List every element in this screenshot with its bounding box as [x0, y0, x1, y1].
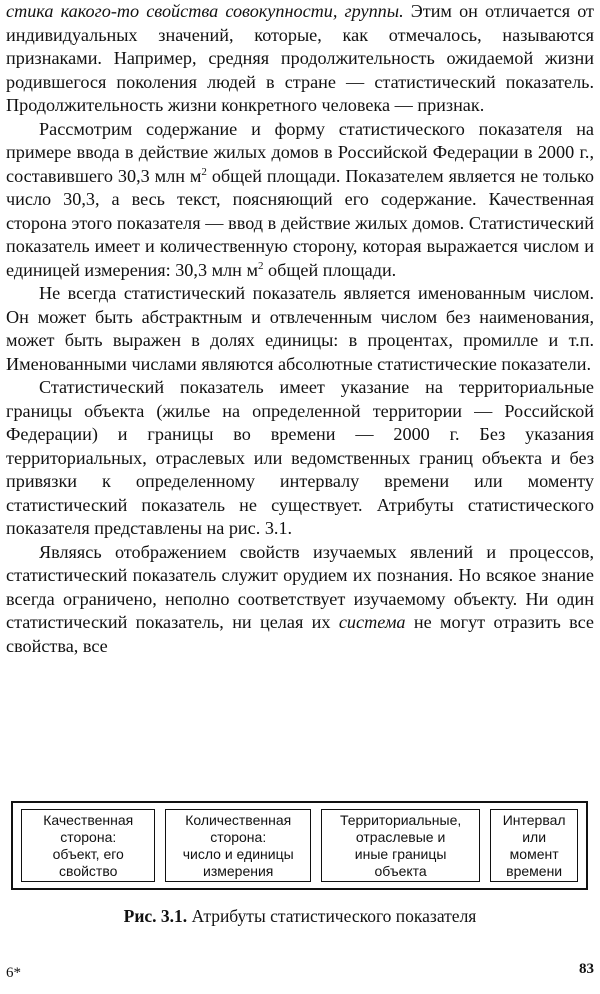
attribute-line: измерения: [203, 862, 274, 879]
superscript: 2: [201, 165, 207, 178]
attribute-line: сторона:: [210, 828, 267, 845]
text-segment: Не всегда статистический показатель является именованным числом. Он может быть абстрактным и отвлеченным числом без наименования, может быть выражен в долях единицы: в процентах, промилле и т.п. Именованными числами являются абсолютные статистические показатели.: [6, 283, 594, 374]
attribute-box-text: [503, 812, 566, 880]
text-segment: Рассмотрим содержание и форму статистического показателя на примере ввода в действие жилых домов в Российской Федерации в 2000 г., составившего 30,3 млн м: [6, 118, 594, 186]
paragraph: [6, 118, 594, 283]
text-segment: Являясь отображением свойств изучаемых явлений и процессов, статистический показатель служит орудием их познания. Но всякое знание всегда ограничено, неполно соответствует изучаемому объекту. Ни один статистический показатель, ни целая их: [6, 541, 594, 632]
attribute-line: иные границы: [354, 845, 447, 862]
text-segment: общей площади.: [263, 259, 397, 280]
text-segment: не могут отразить все свойства, все: [6, 612, 595, 656]
signature-mark: 6*: [6, 965, 21, 981]
page-number: 83: [579, 961, 594, 977]
attribute-box-quantitative: [165, 809, 310, 882]
text-segment: Этим он отличается от индивидуальных значений, которые, как отмечалось, называются признаками. Например, средняя продолжительность ожидаемой жизни родившегося поколения людей в стране — статистический показатель. Продолжительность жизни конкретного человека — признак.: [6, 1, 594, 115]
superscript: 2: [257, 259, 264, 272]
italic-text: система: [338, 612, 406, 632]
paragraph: [6, 282, 594, 376]
caption-label: Рис. 3.1.: [123, 906, 188, 926]
attribute-box-time: [490, 809, 578, 882]
text-segment: общей площади. Показателем является не только число 30,3, а весь текст, поясняющий его содержание. Качественная сторона этого показателя — ввод в действие жилых домов. Статистический показатель имеет и количественную сторону, которая выражается числом и единицей измерения: 30,3 млн м: [6, 165, 594, 280]
attribute-line: объекта: [374, 862, 427, 879]
attribute-line: отраслевые и: [355, 828, 446, 845]
attribute-box-qualitative: [21, 809, 155, 882]
attribute-line: сторона:: [60, 828, 117, 845]
paragraph: [6, 0, 594, 118]
paragraph: [6, 376, 594, 541]
attribute-box-text: [340, 812, 461, 880]
body-text: [6, 0, 594, 658]
attribute-line: Территориальные,: [339, 811, 462, 828]
figure-caption: [0, 906, 600, 927]
figure-attributes-diagram: [11, 801, 588, 890]
attribute-line: объект, его: [52, 845, 124, 862]
attribute-line: момент: [509, 845, 559, 862]
attribute-box-text: [43, 812, 133, 880]
text-segment: Статистический показатель имеет указание на территориальные границы объекта (жилье на определенной территории — Российской Федерации) и границы во времени — 2000 г. Без указания территориальных, отраслевых или ведомственных границ объекта и без привязки к определенному интервалу времени или моменту статистический показатель не существует. Атрибуты статистического показателя представлены на рис. 3.1.: [6, 377, 594, 538]
attribute-line: свойство: [59, 862, 118, 879]
attribute-box-text: [183, 812, 294, 880]
attribute-line: времени: [506, 862, 563, 879]
caption-text: Атрибуты статистического показателя: [187, 906, 477, 926]
attribute-line: Качественная: [43, 811, 134, 828]
attribute-box-boundaries: [321, 809, 480, 882]
attribute-line: или: [522, 828, 547, 845]
italic-text: стика какого-то свойства совокупности, группы.: [6, 1, 404, 21]
paragraph: [6, 541, 594, 659]
attribute-line: Интервал: [502, 811, 566, 828]
attribute-line: Количественная: [185, 811, 292, 828]
attribute-line: число и единицы: [182, 845, 294, 862]
